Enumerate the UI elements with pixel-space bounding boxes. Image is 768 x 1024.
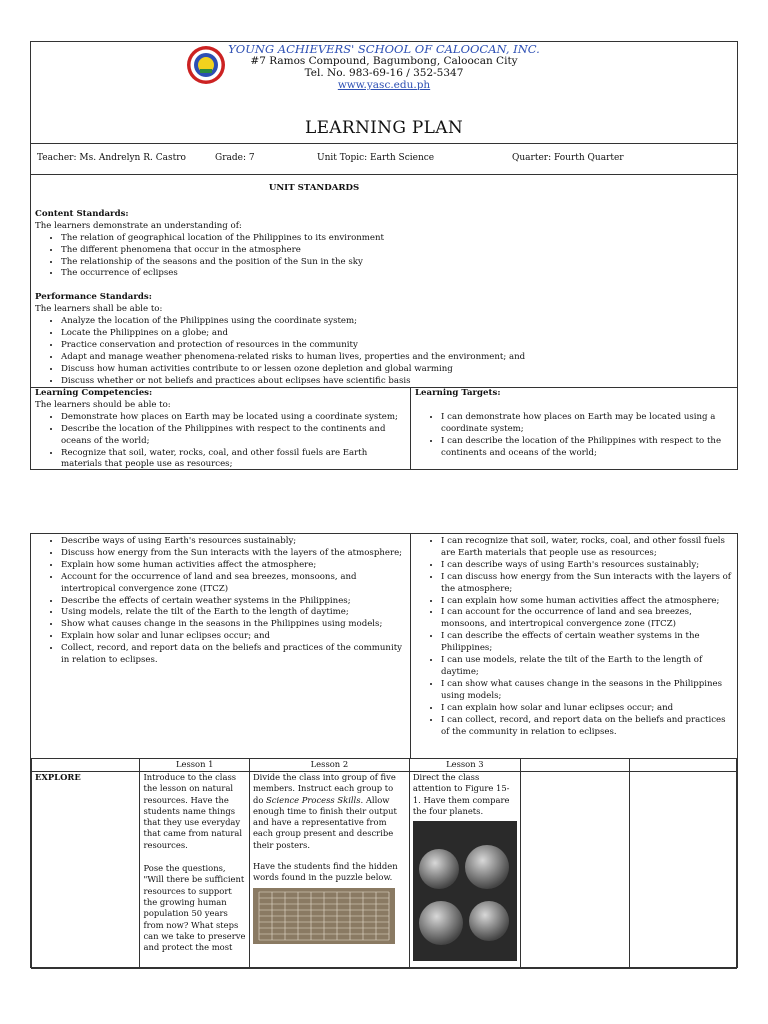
list-item: • The relation of geographical location of the Philippines to its environment xyxy=(61,233,733,245)
teacher-field: Teacher: Ms. Andrelyn R. Castro xyxy=(37,153,186,163)
list-item: • I can collect, record, and report data on the beliefs and practices of the community in relation to eclipses. xyxy=(441,715,733,739)
list-item: • I can use models, relate the tilt of the Earth to the length of daytime; xyxy=(441,655,733,679)
school-info xyxy=(31,43,737,91)
learning-competencies xyxy=(31,387,411,469)
lesson-2-emphasis: Science Process Skills xyxy=(266,794,361,805)
table-row xyxy=(32,772,737,969)
school-name: YOUNG ACHIEVERS' SCHOOL OF CALOOCAN, INC. xyxy=(228,42,540,56)
lesson-2-text-a: Divide the class into group of five members. Instruct each group to do xyxy=(252,772,396,805)
grade-field: Grade: 7 xyxy=(215,153,255,163)
list-item: • Practice conservation and protection of resources in the community xyxy=(61,340,733,352)
list-item: • I can describe the location of the Philippines with respect to the continents and oceans of the world; xyxy=(441,436,733,460)
targets-continued-list xyxy=(415,536,733,738)
competencies-list xyxy=(35,412,406,472)
list-item: • Explain how solar and lunar eclipses occur; and xyxy=(61,631,406,643)
lessons-table xyxy=(31,758,737,969)
list-item: • I can discuss how energy from the Sun interacts with the layers of the atmosphere; xyxy=(441,572,733,596)
performance-standards-label: Performance Standards: xyxy=(35,292,152,303)
list-item: • Locate the Philippines on a globe; and xyxy=(61,328,733,340)
list-item: • Describe the location of the Philippines with respect to the continents and oceans of the world; xyxy=(61,424,406,448)
performance-standards-intro: The learners shall be able to: xyxy=(35,304,163,315)
lesson-3-explore xyxy=(409,772,520,969)
list-item: • Account for the occurrence of land and sea breezes, monsoons, and intertropical convergence zone (ITCZ) xyxy=(61,572,406,596)
list-item: • Explain how some human activities affect the atmosphere; xyxy=(61,560,406,572)
list-item: • Collect, record, and report data on the beliefs and practices of the community in relation to eclipses. xyxy=(61,643,406,667)
content-standards-intro: The learners demonstrate an understanding of: xyxy=(35,220,242,231)
lesson-1-questions: Pose the questions, "Will there be sufficient resources to support the growing human population 50 years from now? What steps can we take to preserve and protect the most xyxy=(143,863,246,953)
list-item: • Describe ways of using Earth's resources sustainably; xyxy=(61,536,406,548)
list-item: • Adapt and manage weather phenomena-related risks to human lives, properties and the environment; and xyxy=(61,352,733,364)
quarter-field: Quarter: Fourth Quarter xyxy=(512,153,624,163)
school-tel: Tel. No. 983-69-16 / 352-5347 xyxy=(304,67,464,79)
school-header xyxy=(31,42,737,117)
lesson-2-instructions xyxy=(253,772,406,851)
content-standards-label: Content Standards: xyxy=(35,208,129,219)
content-standards-list xyxy=(35,233,733,281)
explore-label: EXPLORE xyxy=(32,772,140,969)
school-address: #7 Ramos Compound, Bagumbong, Caloocan City xyxy=(250,55,518,67)
lesson-1-header: Lesson 1 xyxy=(140,759,249,772)
targets-list xyxy=(415,412,733,460)
lesson-2-explore xyxy=(249,772,409,969)
topic-field: Unit Topic: Earth Science xyxy=(317,153,435,163)
list-item: • I can show what causes change in the seasons in the Philippines using models; xyxy=(441,679,733,703)
table-cell xyxy=(629,759,736,772)
list-item: • I can describe ways of using Earth's resources sustainably; xyxy=(441,560,733,572)
unit-standards xyxy=(31,173,737,387)
plan-info-row xyxy=(31,143,737,175)
list-item: • Using models, relate the tilt of the Earth to the length of daytime; xyxy=(61,607,406,619)
list-item: • I can demonstrate how places on Earth may be located using a coordinate system; xyxy=(441,412,733,436)
competencies-continued xyxy=(31,534,411,758)
competencies-continued-list xyxy=(35,536,406,667)
list-item: • Discuss how energy from the Sun interacts with the layers of the atmosphere; xyxy=(61,548,406,560)
list-item: • I can explain how solar and lunar eclipses occur; and xyxy=(441,703,733,715)
lesson-1-explore xyxy=(140,772,249,969)
list-item: • Analyze the location of the Philippines using the coordinate system; xyxy=(61,316,733,328)
learning-targets xyxy=(411,387,737,469)
list-item: • I can explain how some human activities affect the atmosphere; xyxy=(441,596,733,608)
page-title: LEARNING PLAN xyxy=(304,118,463,138)
lesson-2-puzzle-text: Have the students find the hidden words found in the puzzle below. xyxy=(252,861,398,883)
table-cell xyxy=(629,772,736,969)
unit-standards-heading: UNIT STANDARDS xyxy=(268,183,360,193)
lesson-3-instructions: Direct the class attention to Figure 15-1. Have them compare the four planets. xyxy=(412,772,510,816)
lesson-2-header: Lesson 2 xyxy=(249,759,409,772)
list-item: • Show what causes change in the seasons in the Philippines using models; xyxy=(61,619,406,631)
list-item: • The occurrence of eclipses xyxy=(61,268,733,280)
list-item: • The relationship of the seasons and the position of the Sun in the sky xyxy=(61,257,733,269)
table-cell xyxy=(32,759,140,772)
lesson-3-header: Lesson 3 xyxy=(409,759,520,772)
lesson-1-intro: Introduce to the class the lesson on natural resources. Have the students name things that they use everyday that came from natural resources. xyxy=(143,772,243,850)
list-item: • Describe the effects of certain weather systems in the Philippines; xyxy=(61,596,406,608)
planets-figure-image xyxy=(413,821,517,961)
targets-continued xyxy=(411,534,737,758)
word-puzzle-image xyxy=(253,888,395,944)
list-item: • I can recognize that soil, water, rocks, coal, and other fossil fuels are Earth materials that people use as resources; xyxy=(441,536,733,560)
list-item: • I can account for the occurrence of land and sea breezes, monsoons, and intertropical convergence zone (ITCZ) xyxy=(441,607,733,631)
table-row xyxy=(32,759,737,772)
page-two xyxy=(30,533,738,968)
list-item: • The different phenomena that occur in the atmosphere xyxy=(61,245,733,257)
list-item: • Discuss whether or not beliefs and practices about eclipses have scientific basis xyxy=(61,376,733,388)
list-item: • I can describe the effects of certain weather systems in the Philippines; xyxy=(441,631,733,655)
table-cell xyxy=(520,772,629,969)
school-website-link[interactable]: www.yasc.edu.ph xyxy=(337,79,431,91)
lesson-2-text-b: . Allow enough time to finish their output and have a representative from each group present and describe their posters. xyxy=(252,794,397,850)
table-cell xyxy=(520,759,629,772)
list-item: • Recognize that soil, water, rocks, coal, and other fossil fuels are Earth materials that people use as resources; xyxy=(61,448,406,472)
page-one xyxy=(30,41,738,470)
list-item: • Discuss how human activities contribute to or lessen ozone depletion and global warming xyxy=(61,364,733,376)
performance-standards-list xyxy=(35,316,733,387)
list-item: • Demonstrate how places on Earth may be located using a coordinate system; xyxy=(61,412,406,424)
competencies-intro: The learners should be able to: xyxy=(35,399,171,410)
competencies-label: Learning Competencies: xyxy=(35,388,153,398)
targets-label: Learning Targets: xyxy=(415,388,501,398)
